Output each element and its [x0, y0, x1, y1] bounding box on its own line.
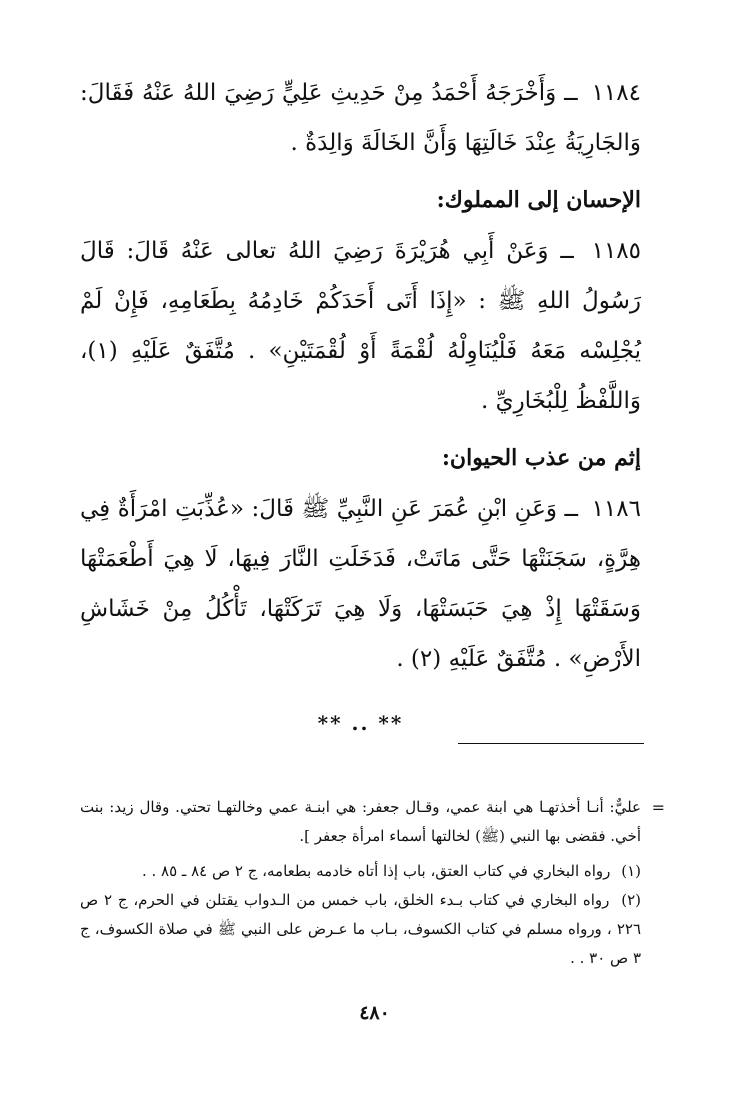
footnote-label: (٢) — [621, 891, 641, 909]
hadith-1185 — [80, 226, 641, 426]
continuation-marker: = — [651, 798, 665, 817]
page-number: ٤٨٠ — [359, 1002, 390, 1024]
hadith-1184 — [80, 68, 641, 168]
section-heading-kindness-to-servant: الإحسان إلى المملوك: — [436, 187, 641, 213]
footnote-continuation: عليٌّ: أنـا أخذتهـا هي ابنة عمي، وقـال جعفر: هي ابنـة عمي وخالتهـا تحتي. وقال زيد: بنت أخي. فقضى بها النبي (ﷺ) لخالتها أسماء امرأة جعفر ]. — [80, 798, 641, 845]
footnote-divider — [458, 743, 644, 744]
hadith-text: ــ وَأَخْرَجَهُ أَحْمَدُ مِنْ حَدِيثِ عَلِيٍّ رَضِيَ اللهُ عَنْهُ فَقَالَ: وَالجَارِيَةُ عِنْدَ خَالَتِهَا وَأَنَّ الخَالَةَ وَالِدَةٌ . — [80, 80, 641, 156]
section-separator: ** .. ** — [317, 711, 404, 735]
footnotes — [80, 793, 665, 973]
hadith-1186 — [80, 484, 641, 684]
section-heading-animal-cruelty: إثم من عذب الحيوان: — [441, 445, 641, 471]
footnote-text: رواه البخاري في كتاب بـدء الخلق، باب خمس من الـدواب يقتلن في الحرم، ج ٢ ص ٢٢٦ ، ورواه مسلم في كتاب الكسوف، بـاب ما عـرض على النبي ﷺ في صلاة الكسوف، ج ٣ ص ٣٠ . . — [80, 891, 641, 967]
main-text — [80, 68, 641, 748]
hadith-number: ١١٨٤ — [591, 80, 641, 106]
footnote-label: (١) — [621, 862, 641, 880]
hadith-text: ــ وَعَنْ أَبِي هُرَيْرَةَ رَضِيَ اللهُ تعالى عَنْهُ قَالَ: قَالَ رَسُولُ اللهِ ﷺ : «إِذَا أَتَى أَحَدَكُمْ خَادِمُهُ بِطَعَامِهِ، فَإِنْ لَمْ يُجْلِسْه مَعَهُ فَلْيُنَاوِلْهُ لُقْمَةً أَوْ لُقْمَتَيْنِ» . مُتَّفَقٌ عَلَيْهِ (١)، وَاللَّفْظُ لِلْبُخَارِيِّ . — [80, 238, 641, 414]
hadith-number: ١١٨٦ — [591, 496, 641, 522]
hadith-number: ١١٨٥ — [591, 238, 642, 264]
footnote-2 — [80, 886, 641, 973]
footnote-1 — [80, 857, 641, 886]
footnote-text: رواه البخاري في كتاب العتق، باب إذا أتاه خادمه بطعامه، ج ٢ ص ٨٤ ـ ٨٥ . . — [141, 862, 611, 880]
hadith-text: ــ وَعَنِ ابْنِ عُمَرَ عَنِ النَّبِيِّ ﷺ قَالَ: «عُذِّبَتِ امْرَأَةٌ فِي هِرَّةٍ، سَجَنَتْهَا حَتَّى مَاتَتْ، فَدَخَلَتِ النَّارَ فِيهَا، لَا هِيَ أَطْعَمَتْهَا وَسَقَتْهَا إِذْ هِيَ حَبَسَتْهَا، وَلَا هِيَ تَرَكَتْهَا، تَأْكُلُ مِنْ خَشَاشِ الأَرْضِ» . مُتَّفَقٌ عَلَيْهِ (٢) . — [80, 496, 641, 672]
